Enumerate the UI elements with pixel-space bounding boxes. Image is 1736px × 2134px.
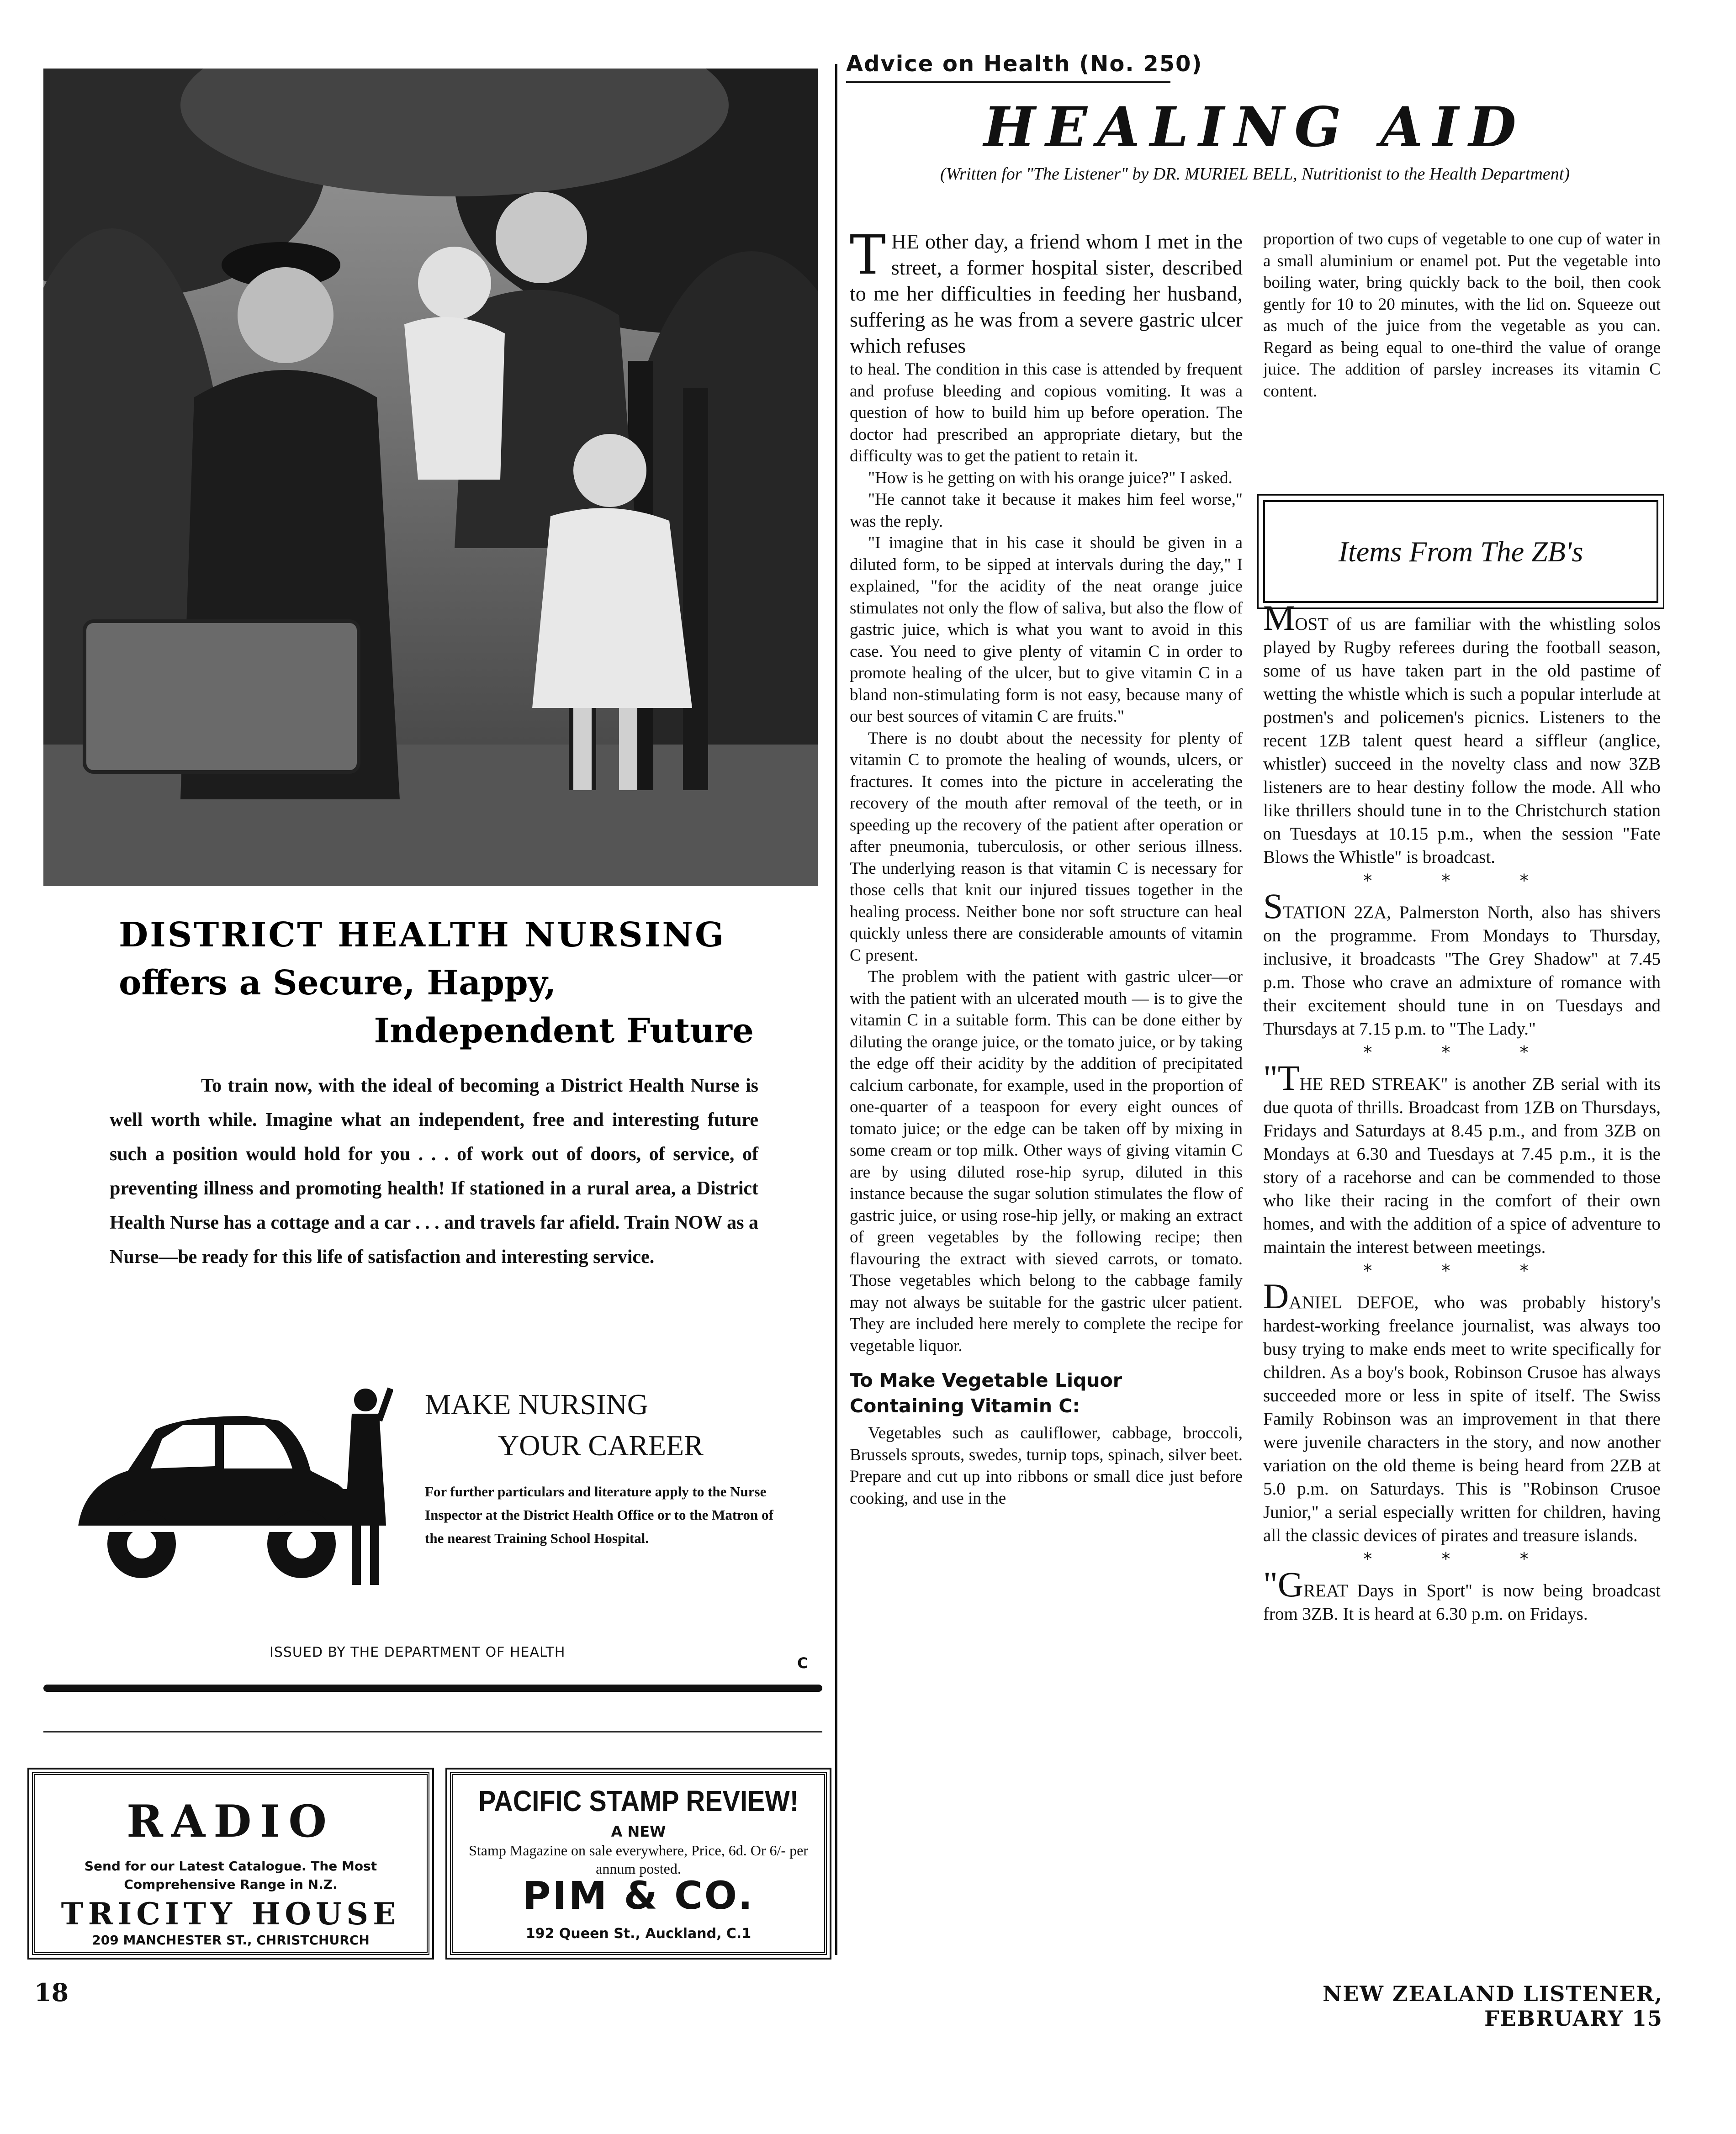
zb-drop-cap: "G [1263,1564,1304,1604]
recipe-paragraph: Vegetables such as cauliflower, cabbage, broccoli, Brussels sprouts, swedes, turnip tops, spinach, silver beet. Prepare and cut up into ribbons or small dice just before cooking, and use in the [850,1424,1243,1508]
zb-drop-cap: D [1263,1276,1289,1316]
headline-line-3: Independent Future [374,1011,754,1051]
car-and-nurse-illustration [64,1379,393,1599]
radio-ad-subtitle: Send for our Latest Catalogue. The Most Comprehensive Range in N.Z. [84,1859,377,1892]
article-paragraph: "I imagine that in his case it should be given in a diluted form, to be sipped at intervals during the day," I explained, "for the acidity of the neat orange juice stimulates not only the flow of saliva, but also the flow of gastric juice, which is what you want to avoid in this case. You need to give plenty of vitamin C in order to promote healing of the ulcer, but to give vitamin C in a bland non-stimulating form is not easy, because many of our best sources of vitamin C are fruits." [850,534,1243,726]
stamp-ad-address: 192 Queen St., Auckland, C.1 [525,1926,752,1942]
separator-stars: * * * [1363,1549,1561,1569]
ad-mark: C [797,1654,808,1672]
article-title: HEALING AID [984,95,1526,159]
stamp-ad-title: PACIFIC STAMP REVIEW! [478,1785,799,1817]
article-column-1 [850,223,1243,1509]
drop-cap: T [850,223,886,286]
cta-line-1: MAKE NURSING [425,1388,648,1421]
zb-item-text: ANIEL DEFOE, who was probably history's hardest-working freelance journalist, was always too busy trying to make ends meet to write specifically for children. As a boy's book, Robinson Crusoe has always succeeded more or less in spite of itself. The Swiss Family Robinson was an improvement in that there were juvenile characters in the story, and now another variation on the old theme is being heard from 2ZB at 5.0 p.m. on Saturdays. This is "Robinson Crusoe Junior," a serial especially written for children, having all the classic devices of pirates and treasure islands. [1263,1293,1661,1545]
headline-line-2: offers a Secure, Happy, [119,963,556,1003]
section-rule [43,1685,822,1692]
nursing-career-callout [425,1384,781,1466]
zb-drop-cap: "T [1263,1058,1300,1098]
zb-item-text: OST of us are familiar with the whistling solos played by Rugby referees during the football season, some of us have taken part in the old pastime of wetting the whistle which is such a popular interlude at postmen's and policemen's picnics. Listeners to the recent 1ZB talent quest heard a siffleur (anglice, whistler) succeed in the novelty class and now 3ZB listeners are to hear destiny follow the mode. All who like thrillers should tune in to the Christchurch station on Tuesdays at 10.15 p.m., when the session "Fate Blows the Whistle" is broadcast. [1263,614,1661,867]
zb-item [1263,598,1661,869]
separator-stars: * * * [1363,1261,1561,1281]
article-lead [850,223,1243,359]
zb-item [1263,886,1661,1041]
stamp-ad-tag: A NEW [611,1823,666,1840]
car-icon [64,1379,393,1599]
article-paragraph: "How is he getting on with his orange juice?" I asked. [868,468,1233,487]
zb-drop-cap: S [1263,886,1283,926]
radio-ad-company: TRICITY HOUSE [61,1896,401,1932]
zb-drop-cap: M [1263,598,1295,638]
zb-section-header [1263,500,1658,603]
separator-stars: * * * [1363,871,1561,891]
nursing-ad-body: To train now, with the ideal of becoming a District Health Nurse is well worth while. Imagine what an independent, free and interesting future such a position would hold for you . . . of work out of doors, of service, of preventing illness and promoting health! If stationed in a rural area, a District Health Nurse has a cottage and a car . . . and travels far afield. Train NOW as a Nurse—be ready for this life of satisfaction and interesting service. [110,1075,758,1268]
nursing-ad-headline [119,911,754,1055]
page-number: 18 [34,1978,69,2007]
zb-items [1263,598,1661,1626]
column-divider [835,64,837,1955]
separator-stars: * * * [1363,1042,1561,1062]
stamp-ad-subtitle: Stamp Magazine on sale everywhere, Price, 6d. Or 6/- per annum posted. [469,1842,808,1877]
headline-line-1: DISTRICT HEALTH NURSING [119,915,726,955]
radio-ad-address: 209 MANCHESTER ST., CHRISTCHURCH [92,1933,370,1948]
nurse-visit-illustration [43,69,818,886]
article-byline: (Written for "The Listener" by DR. MURIEL BELL, Nutritionist to the Health Department) [940,164,1570,184]
zb-item [1263,1276,1661,1547]
article-column-2 [1263,228,1661,402]
zb-item-text: HE RED STREAK" is another ZB serial with its due quota of thrills. Broadcast from 1ZB on Thursdays, Fridays and Saturdays at 8.45 p.m., and from 3ZB on Mondays at 6.30 and Tuesdays at 7.45 p.m., it is the story of a racehorse and can be commended to those who like their racing in the comfort of their own homes, and with the addition of a spice of adventure to maintain the interest between meetings. [1263,1074,1661,1257]
zb-item [1263,1058,1661,1259]
section-rule-thin [43,1731,822,1733]
zb-item-text: REAT Days in Sport" is now being broadcast from 3ZB. It is heard at 6.30 p.m. on Fridays. [1263,1581,1661,1624]
radio-ad-title: RADIO [126,1796,335,1847]
cta-line-2: YOUR CAREER [498,1429,704,1462]
stamp-ad-company: PIM & CO. [522,1873,755,1918]
zb-item [1263,1564,1661,1626]
article-paragraph: "He cannot take it because it makes him feel worse," was the reply. [850,490,1243,531]
radio-ad [32,1772,429,1955]
publication-footer: NEW ZEALAND LISTENER, FEBRUARY 15 [1323,1981,1663,2031]
recipe-heading: To Make Vegetable Liquor Containing Vitamin C: [850,1369,1122,1417]
lead-text: HE other day, a friend whom I met in the street, a former hospital sister, described to me her difficulties in feeding her husband, suffering as he was from a severe gastric ulcer which refuses [850,230,1243,357]
article-paragraph: to heal. The condition in this case is attended by frequent and profuse bleeding and copious vomiting. It was a question of how to build him up before operation. The doctor had prescribed an appropriate dietary, but the difficulty was to get the patient to retain it. [850,360,1243,465]
article-paragraph: The problem with the patient with gastric ulcer—or with the patient with an ulcerated mouth — is to give the vitamin C in a suitable form. This can be done either by diluting the orange juice, or the tomato juice, or by taking the edge off their acidity by the addition of precipitated calcium carbonate, for example, used in the proportion of one-quarter of a teaspoon for every eight ounces of tomato juice; or the edge can be taken off by mixing in some cream or top milk. Other ways of giving vitamin C are by using diluted rose-hip syrup, diluted in this instance because the sugar solution stimulates the flow of gastric juice, or using rose-hip jelly, or making an extract of green vegetables by the following recipe; then flavouring the extract with sieved carrots, or tomato. Those vegetables which belong to the cabbage family may not always be suitable for the gastric ulcer patient. They are included here merely to complete the recipe for vegetable liquor. [850,967,1243,1355]
zb-section-title: Items From The ZB's [1338,535,1583,568]
series-title: Advice on Health (No. 250) [846,51,1203,77]
series-underline [846,81,1170,83]
nursing-ad-details: For further particulars and literature apply to the Nurse Inspector at the District Health Office or to the Matron of the nearest Training School Hospital. [425,1484,773,1546]
issued-by-line: ISSUED BY THE DEPARTMENT OF HEALTH [270,1644,566,1660]
zb-item-text: TATION 2ZA, Palmerston North, also has shivers on the programme. From Mondays to Thursday, inclusive, it broadcasts "The Grey Shadow" at 7.45 p.m. Those who crave an admixture of romance with their excitement should tune in on Tuesdays and Thursdays at 7.15 p.m. to "The Lady." [1263,903,1661,1039]
stamp-ad [450,1772,827,1955]
recipe-continued: proportion of two cups of vegetable to one cup of water in a small aluminium or enamel pot. Put the vegetable into boiling water, bring quickly back to the boil, then cook gently for 10 to 20 minutes, with the lid on. Squeeze out as much of the juice from the vegetable as you can. Regard as being equal to one-third the value of orange juice. The addition of parsley increases its vitamin C content. [1263,230,1661,401]
article-paragraph: There is no doubt about the necessity for plenty of vitamin C to promote the healing of wounds, ulcers, or fractures. It comes into the picture in accelerating the recovery of the mouth after removal of the teeth, or in speeding up the recovery of the patient after operation or after pneumonia, tuberculosis, or other serious illness. The underlying reason is that vitamin C is necessary for those cells that knit our injured tissues together in the healing process. Neither bone nor soft structure can heal quickly unless there are considerable amounts of vitamin C present. [850,729,1243,965]
nursing-photo [43,69,818,886]
